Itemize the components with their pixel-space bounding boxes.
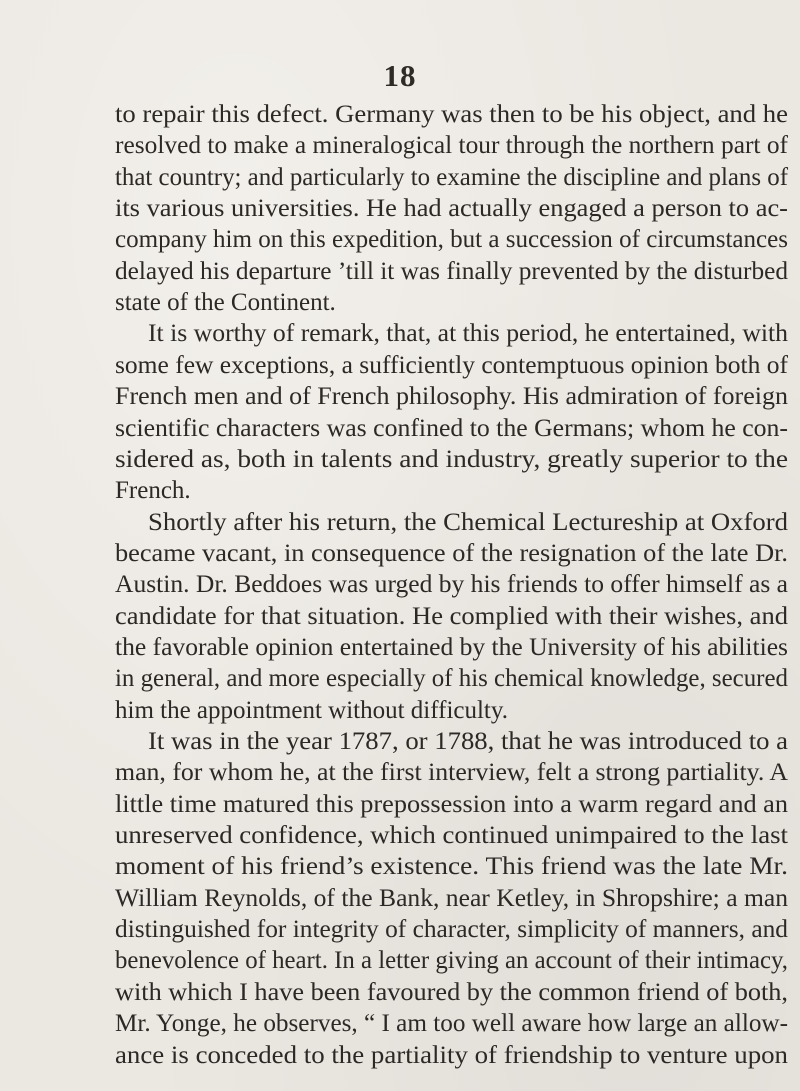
text-line: company him on this expedition, but a succession of circumstances: [115, 226, 788, 254]
text-line: unreserved confidence, which continued unimpaired to the last: [115, 822, 788, 850]
page-number: 18: [383, 58, 417, 93]
text-line: moment of his friend’s existence. This friend was the late Mr.: [115, 853, 788, 881]
text-line: became vacant, in consequence of the resignation of the late Dr.: [115, 539, 788, 567]
text-line: candidate for that situation. He complied with their wishes, and: [115, 602, 788, 630]
text-line: man, for whom he, at the first interview, felt a strong partiality. A: [115, 759, 788, 787]
text-line: with which I have been favoured by the common friend of both,: [115, 978, 788, 1006]
text-line: to repair this defect. Germany was then to be his object, and he: [115, 101, 788, 128]
text-line: French men and of French philosophy. His admiration of foreign: [115, 383, 788, 411]
text-line: French.: [115, 477, 191, 505]
text-line: Shortly after his return, the Chemical Lectureship at Oxford: [148, 508, 789, 536]
text-line: scientific characters was confined to the Germans; whom he con-: [115, 414, 788, 442]
text-line: Mr. Yonge, he observes, “ I am too well aware how large an allow-: [115, 1010, 788, 1038]
text-line: resolved to make a mineralogical tour through the northern part of: [115, 132, 788, 160]
text-line: state of the Continent.: [115, 289, 336, 317]
text-line: little time matured this prepossession into a warm regard and an: [115, 790, 788, 818]
text-line: benevolence of heart. In a letter giving an account of their intimacy,: [115, 947, 788, 975]
text-line: the favorable opinion entertained by the University of his abilities: [115, 633, 788, 661]
text-line: in general, and more especially of his chemical knowledge, secured: [115, 665, 788, 693]
text-line: him the appointment without difficulty.: [115, 696, 509, 724]
text-line: some few exceptions, a sufficiently contemptuous opinion both of: [115, 351, 788, 379]
text-line: ance is conceded to the partiality of friendship to venture upon: [115, 1041, 788, 1069]
text-line: sidered as, both in talents and industry, greatly superior to the: [115, 445, 788, 473]
text-line: delayed his departure ’till it was finally prevented by the disturbed: [115, 257, 789, 285]
text-line: William Reynolds, of the Bank, near Ketley, in Shropshire; a man: [115, 884, 788, 912]
text-line: Austin. Dr. Beddoes was urged by his friends to offer himself as a: [115, 571, 788, 599]
text-line: It is worthy of remark, that, at this period, he entertained, with: [148, 320, 788, 348]
text-line: its various universities. He had actually engaged a person to ac-: [115, 195, 788, 223]
text-line: It was in the year 1787, or 1788, that he was introduced to a: [148, 728, 788, 755]
text-line: that country; and particularly to examine the discipline and plans of: [115, 163, 788, 191]
text-line: distinguished for integrity of character, simplicity of manners, and: [115, 916, 788, 944]
